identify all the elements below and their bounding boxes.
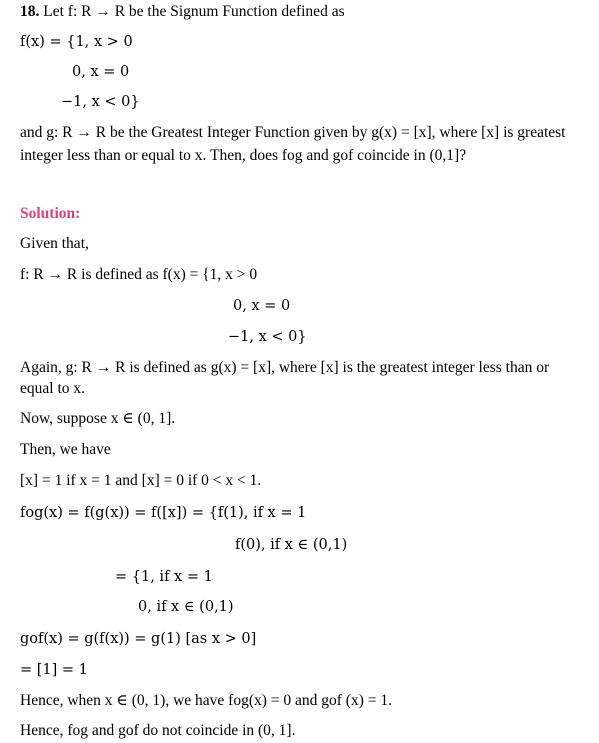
question-f-case-3: −1, x < 0} <box>61 94 140 110</box>
question-line-2: and g: R → R be the Greatest Integer Function given by g(x) = [x], where [x] is greatest <box>20 124 566 141</box>
f-definition-case-1: f: R → R is defined as f(x) = {1, x > 0 <box>20 266 258 283</box>
then-line: Then, we have <box>20 441 111 458</box>
given-line: Given that, <box>20 235 89 252</box>
question-line-1 <box>20 2 345 22</box>
gof-line-2: = [1] = 1 <box>20 662 88 678</box>
gof-line-1: gof(x) = g(f(x)) = g(1) [as x > 0] <box>20 631 257 647</box>
f-definition-case-3: −1, x < 0} <box>228 329 307 345</box>
solution-heading: Solution: <box>20 205 81 222</box>
fog-line-1: fog(x) = f(g(x)) = f([x]) = {f(1), if x = 1 <box>20 505 307 521</box>
g-definition-line-1: Again, g: R → R is defined as g(x) = [x], where [x] is the greatest integer less than or <box>20 359 550 376</box>
fog-line-4: 0, if x ∈ (0,1) <box>138 599 234 615</box>
fog-line-3: = {1, if x = 1 <box>115 569 213 585</box>
question-intro: Let f: R → R be the Signum Function defined as <box>43 3 345 20</box>
fog-line-2: f(0), if x ∈ (0,1) <box>235 537 348 553</box>
f-definition-case-2: 0, x = 0 <box>233 298 291 314</box>
suppose-line: Now, suppose x ∈ (0, 1]. <box>20 410 176 427</box>
question-number: 18. <box>20 3 40 20</box>
question-line-3: integer less than or equal to x. Then, does fog and gof coincide in (0,1]? <box>20 147 467 164</box>
hence-line-2: Hence, fog and gof do not coincide in (0, 1]. <box>20 722 296 739</box>
question-f-case-1: f(x) = {1, x > 0 <box>20 34 133 50</box>
hence-line-1: Hence, when x ∈ (0, 1), we have fog(x) = 0 and gof (x) = 1. <box>20 692 392 709</box>
question-f-case-2: 0, x = 0 <box>72 64 130 80</box>
floor-values-line: [x] = 1 if x = 1 and [x] = 0 if 0 < x < 1. <box>20 472 262 489</box>
g-definition-line-2: equal to x. <box>20 380 85 397</box>
